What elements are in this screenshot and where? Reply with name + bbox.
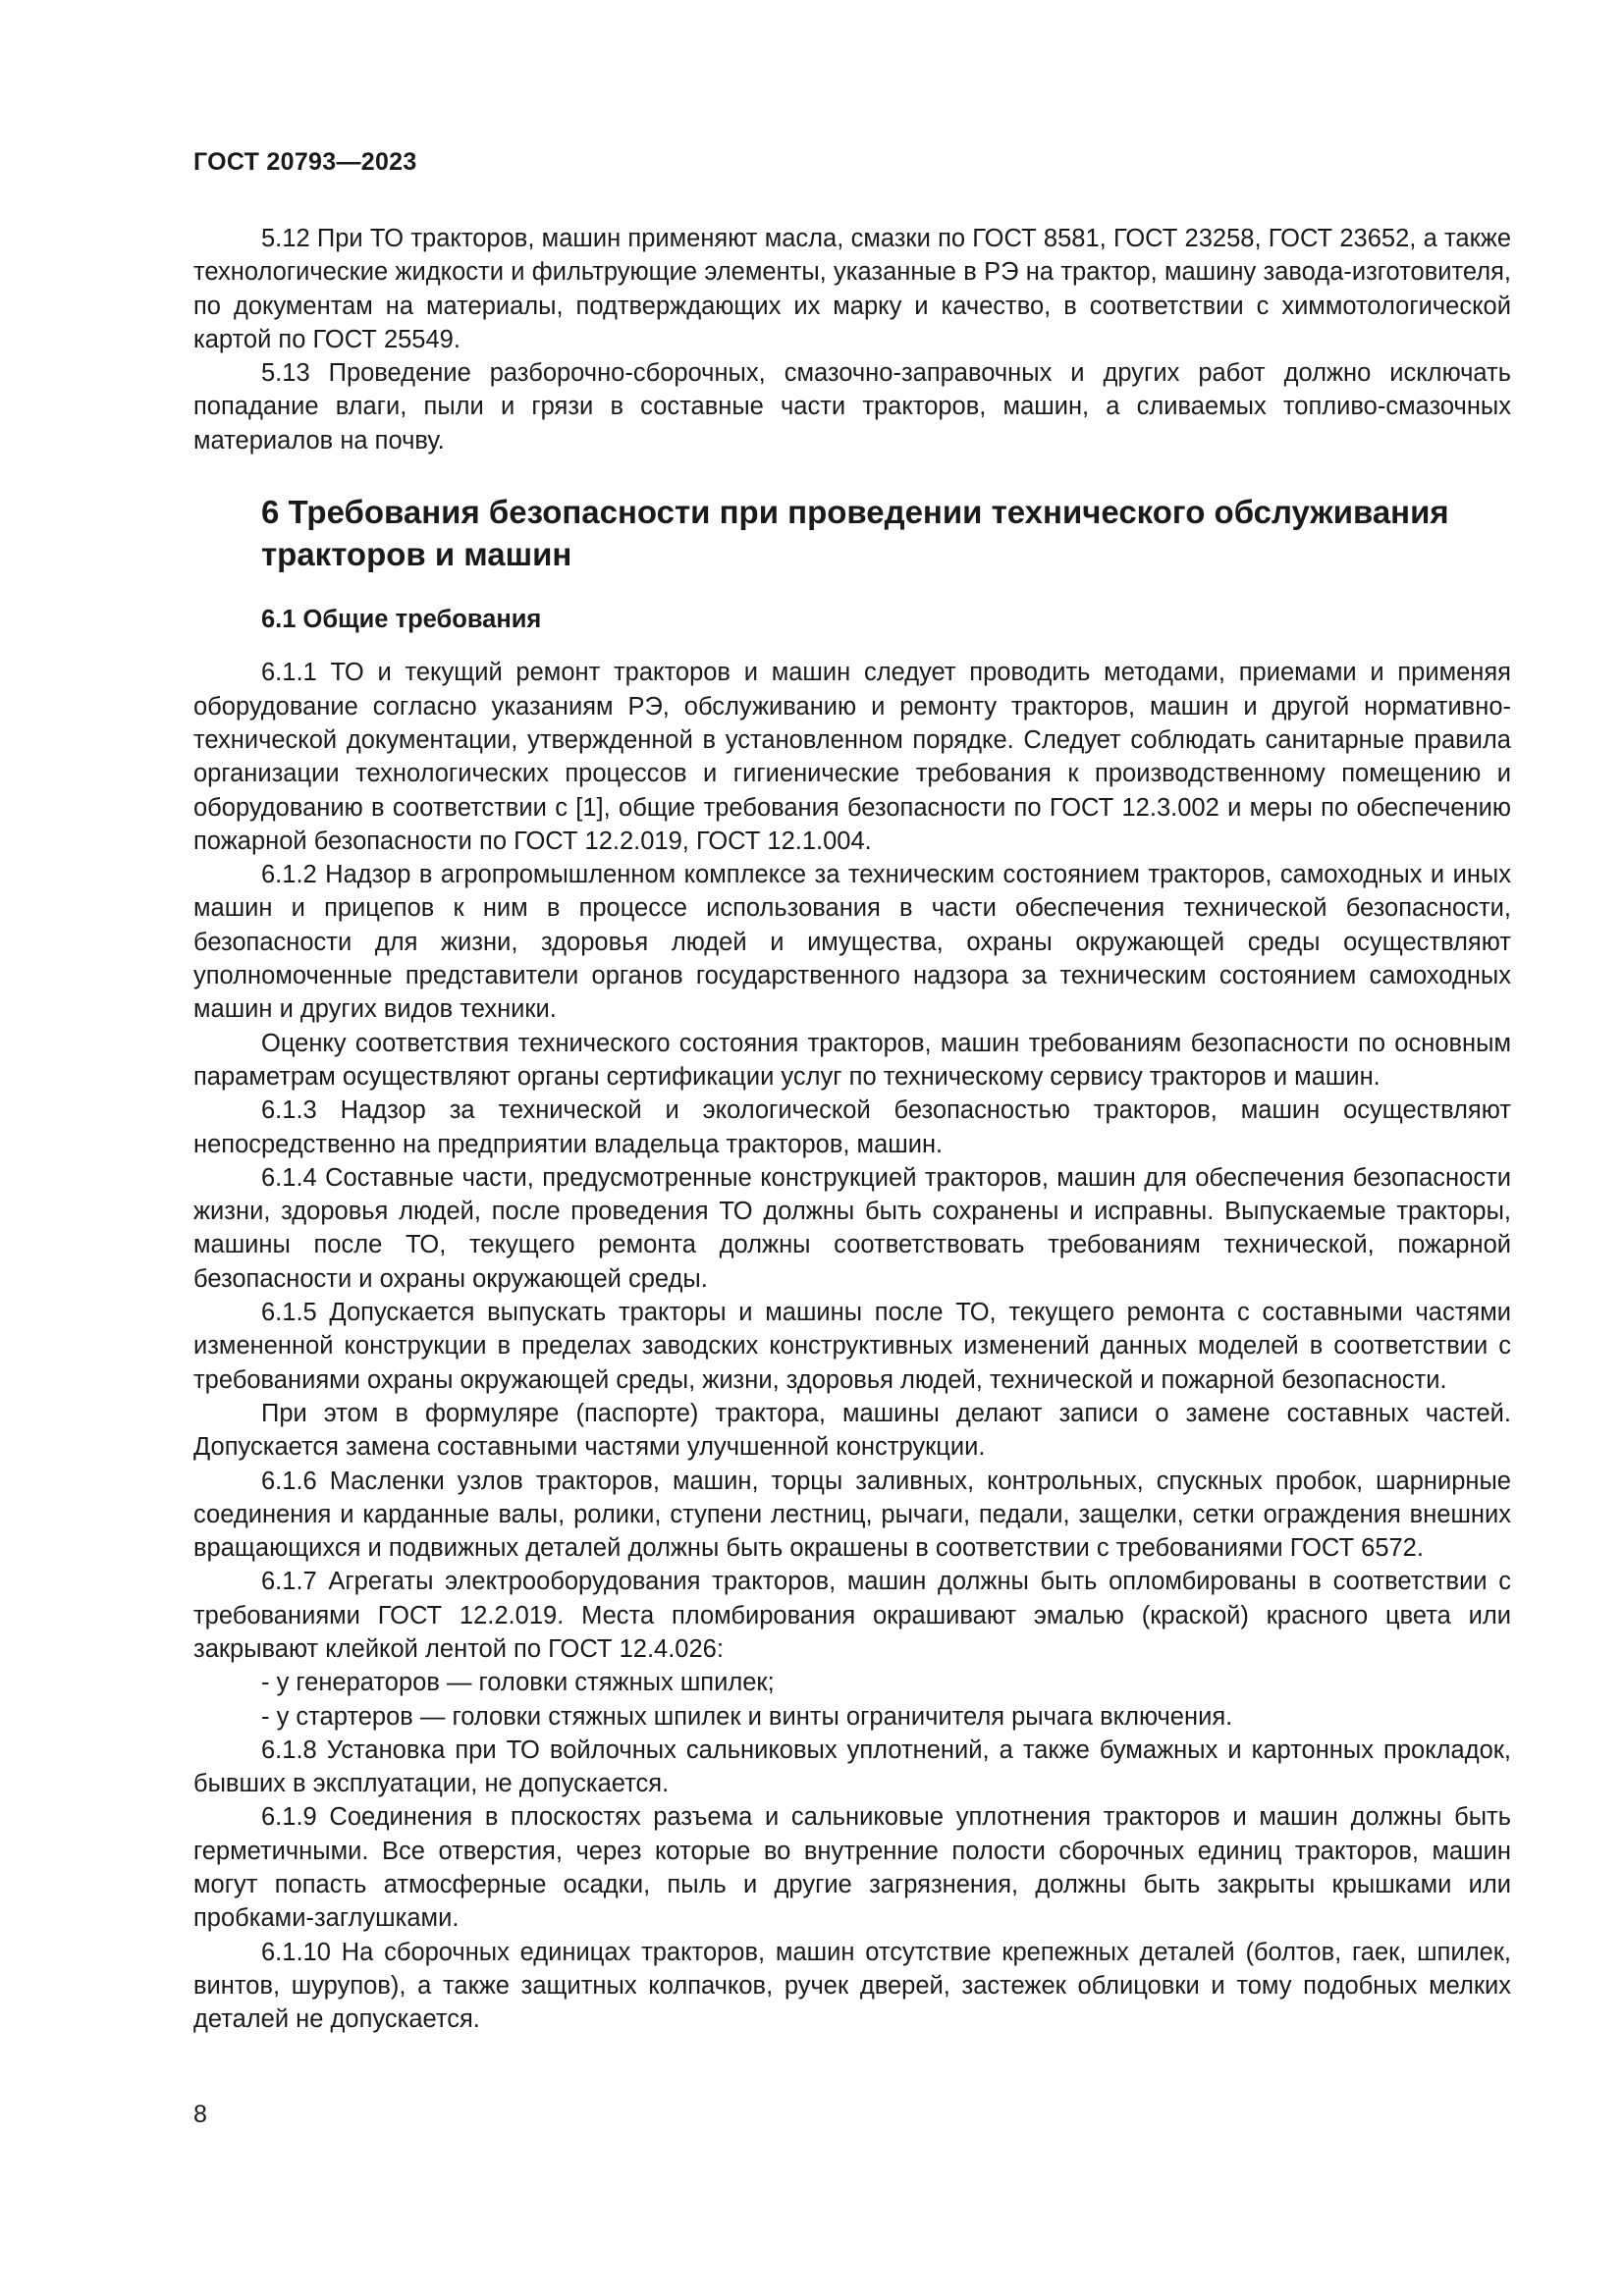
subsection-title: 6.1 Общие требования <box>261 606 542 634</box>
paragraph-5-12: 5.12 При ТО тракторов, машин применяют масла, смазки по ГОСТ 8581, ГОСТ 23258, ГОСТ 23652, а также технологические жидкости и фильтрующие элементы, указанные в РЭ на трактор, машину завода-изготовителя, по документам на материалы, подтверждающих их марку и качество, в соответствии с химмотологической картой по ГОСТ 25549. <box>193 225 1511 353</box>
list-item: - у стартеров — головки стяжных шпилек и винты ограничителя рычага включения. <box>261 1702 1233 1731</box>
document-header: ГОСТ 20793—2023 <box>193 148 417 176</box>
paragraph-6-1-6: 6.1.6 Масленки узлов тракторов, машин, торцы заливных, контрольных, спускных пробок, шарнирные соединения и карданные валы, ролики, ступени лестниц, рычаги, педали, защелки, сетки ограждения внешних вращающихся и подвижных деталей должны быть окрашены в соответствии с требованиями ГОСТ 6572. <box>193 1467 1511 1563</box>
paragraph-6-1-10: 6.1.10 На сборочных единицах тракторов, машин отсутствие крепежных деталей (болтов, гаек, шпилек, винтов, шурупов), а также защитных колпачков, ручек дверей, застежек облицовки и тому подобных мелких деталей не допускается. <box>193 1938 1511 2034</box>
document-body <box>193 222 1511 2037</box>
paragraph-6-1-9: 6.1.9 Соединения в плоскостях разъема и сальниковые уплотнения тракторов и машин должны быть герметичными. Все отверстия, через которые во внутренние полости сборочных единиц тракторов, машин могут попасть атмосферные осадки, пыль и другие загрязнения, должны быть закрыты крышками или пробками-заглушками. <box>193 1803 1511 1933</box>
list-item: - у генераторов — головки стяжных шпилек; <box>261 1669 775 1697</box>
page-number: 8 <box>193 2101 207 2128</box>
paragraph-6-1-4: 6.1.4 Составные части, предусмотренные конструкцией тракторов, машин для обеспечения безопасности жизни, здоровья людей, после проведения ТО должны быть сохранены и исправны. Выпускаемые тракторы, машины после ТО, текущего ремонта должны соответствовать требованиям технической, пожарной безопасности и охраны окружающей среды. <box>193 1163 1511 1293</box>
paragraph-6-1-5-cont: При этом в формуляре (паспорте) трактора, машины делают записи о замене составных частей. Допускается замена составными частями улучшенной конструкции. <box>193 1399 1511 1462</box>
paragraph-6-1-5: 6.1.5 Допускается выпускать тракторы и машины после ТО, текущего ремонта с составными частями измененной конструкции в пределах заводских конструктивных изменений данных моделей в соответствии с требованиями охраны окружающей среды, жизни, здоровья людей, технической и пожарной безопасности. <box>193 1299 1511 1394</box>
paragraph-6-1-7: 6.1.7 Агрегаты электрооборудования тракторов, машин должны быть опломбированы в соответствии с требованиями ГОСТ 12.2.019. Места пломбирования окрашивают эмалью (краской) красного цвета или закрывают клейкой лентой по ГОСТ 12.4.026: <box>193 1568 1511 1663</box>
paragraph-6-1-3: 6.1.3 Надзор за технической и экологической безопасностью тракторов, машин осуществляют непосредственно на предприятии владельца тракторов, машин. <box>193 1096 1511 1158</box>
paragraph-6-1-2-cont: Оценку соответствия технического состояния тракторов, машин требованиям безопасности по основным параметрам осуществляют органы сертификации услуг по техническому сервису тракторов и машин. <box>193 1029 1511 1091</box>
paragraph-6-1-1: 6.1.1 ТО и текущий ремонт тракторов и машин следует проводить методами, приемами и применяя оборудование согласно указаниям РЭ, обслуживанию и ремонту тракторов, машин и другой нормативно-технической документации, утвержденной в установленном порядке. Следует соблюдать санитарные правила организации технологических процессов и гигиенические требования к производственному помещению и оборудованию в соответствии с [1], общие требования безопасности по ГОСТ 12.3.002 и меры по обеспечению пожарной безопасности по ГОСТ 12.2.019, ГОСТ 12.1.004. <box>193 659 1511 855</box>
paragraph-6-1-2: 6.1.2 Надзор в агропромышленном комплексе за техническим состоянием тракторов, самоходных и иных машин и прицепов к ним в процессе использования в части обеспечения технической безопасности, безопасности для жизни, здоровья людей и имущества, охраны окружающей среды осуществляют уполномоченные представители органов государственного надзора за техническим состоянием самоходных машин и других видов техники. <box>193 861 1511 1024</box>
section-title: 6 Требования безопасности при проведении технического обслуживания тракторов и машин <box>261 494 1449 573</box>
paragraph-6-1-8: 6.1.8 Установка при ТО войлочных сальниковых уплотнений, а также бумажных и картонных прокладок, бывших в эксплуатации, не допускается. <box>193 1735 1511 1798</box>
paragraph-5-13: 5.13 Проведение разборочно-сборочных, смазочно-заправочных и других работ должно исключать попадание влаги, пыли и грязи в составные части тракторов, машин, а сливаемых топливо-смазочных материалов на почву. <box>193 359 1511 454</box>
